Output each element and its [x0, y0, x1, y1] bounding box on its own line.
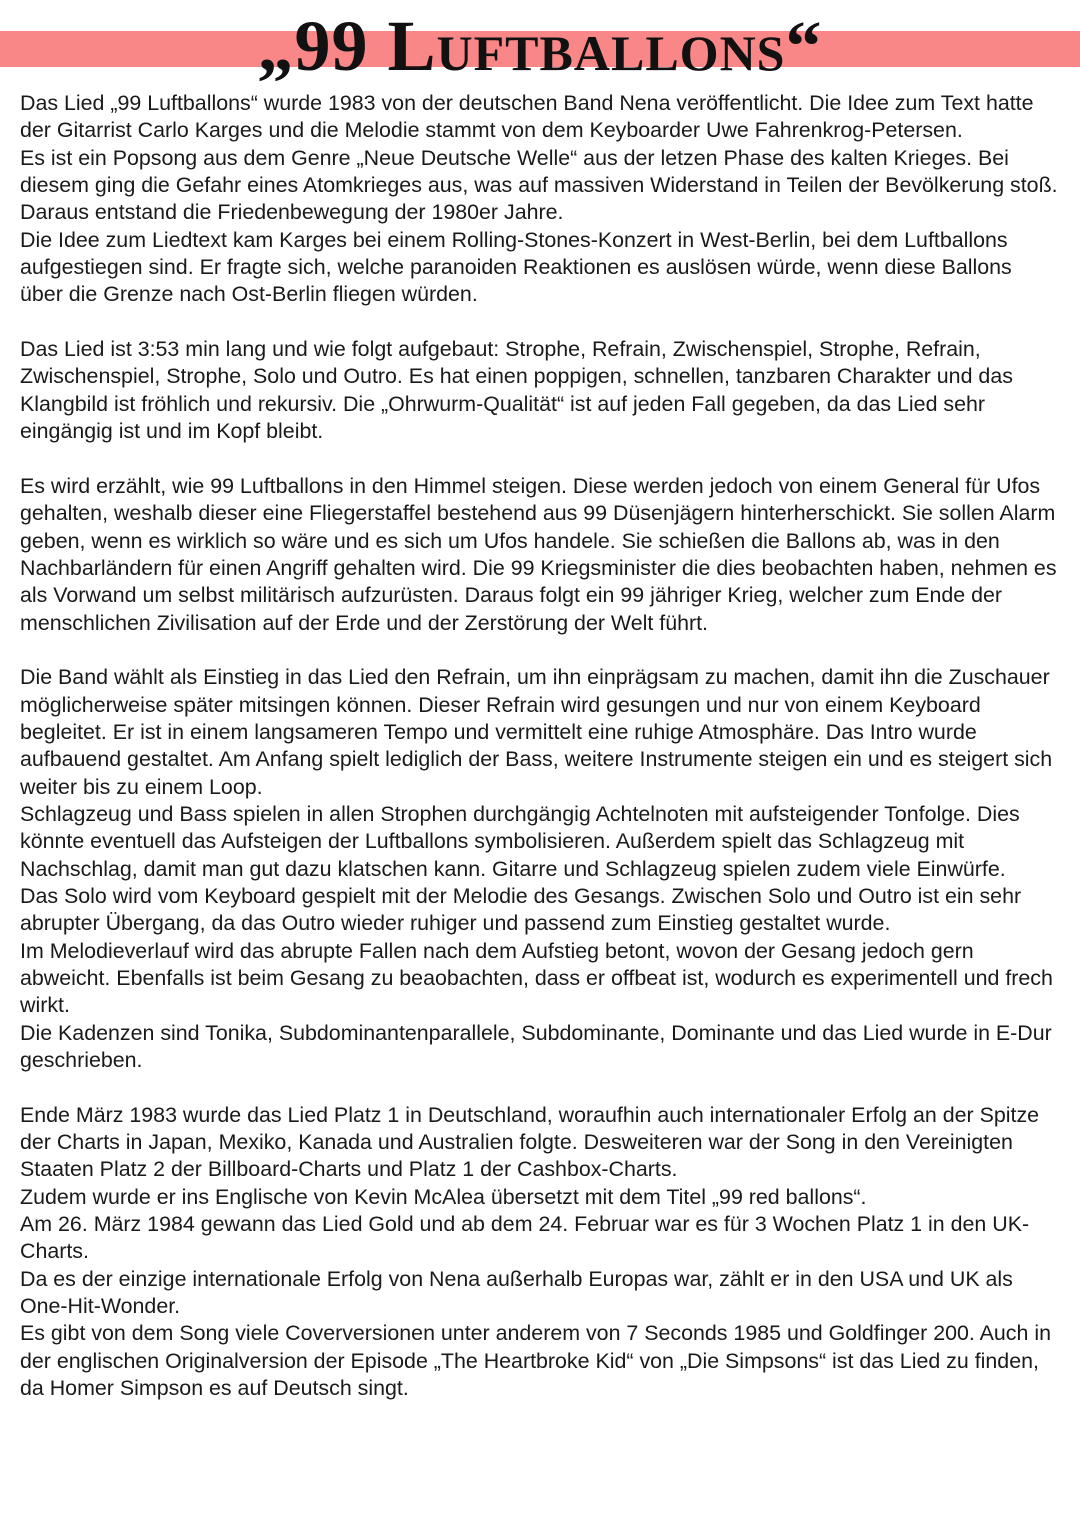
paragraph-intro-analysis: Die Band wählt als Einstieg in das Lied den Refrain, um ihn einprägsam zu machen, damit ihn die Zuschauer möglicherweise später mitsingen können. Dieser Refrain wird gesungen und nur von einem Keyboard begleitet. Er ist in einem langsameren Tempo und vermittelt eine ruhige Atmosphäre. Das Intro wurde aufbauend gestaltet. Am Anfang spielt lediglich der Bass, weitere Instrumente steigen ein und es steigert sich weiter bis zu einem Loop.: [20, 665, 1053, 799]
paragraph-idea: Die Idee zum Liedtext kam Karges bei einem Rolling-Stones-Konzert in West-Berlin, bei dem Luftballons aufgestiegen sind. Er fragte sich, welche paranoiden Reaktionen es auslösen würde, wenn diese Ballons über die Grenze nach Ost-Berlin fliegen würden.: [20, 227, 1012, 307]
paragraph-story: Es wird erzählt, wie 99 Luftballons in den Himmel steigen. Diese werden jedoch von einem General für Ufos gehalten, weshalb dieser eine Fliegerstaffel bestehend aus 99 Düsenjägern hinterherschickt. Sie sollen Alarm geben, wenn es wirklich so wäre und es sich um Ufos handele. Sie schießen die Ballons ab, was in den Nachbarländern für einen Angriff gehalten wird. Die 99 Kriegsminister die dies beobachten haben, nehmen es als Vorwand um selbst militärisch aufzurüsten. Daraus folgt ein 99 jähriger Krieg, welcher zum Ende der menschlichen Zivilisation auf der Erde und der Zerstörung der Welt führt.: [20, 473, 1057, 635]
page-title-text: „99 Luftballons“: [257, 6, 823, 86]
paragraph-solo: Das Solo wird vom Keyboard gespielt mit der Melodie des Gesangs. Zwischen Solo und Outro ist ein sehr abrupter Übergang, da das Outro wieder ruhiger und passend zum Einstieg gestaltet wurde.: [20, 883, 1022, 936]
paragraph-one-hit-wonder: Da es der einzige internationale Erfolg von Nena außerhalb Europas war, zählt er in den USA und UK als One-Hit-Wonder.: [20, 1266, 1013, 1319]
paragraph-spacer: [20, 1074, 1060, 1101]
paragraph-spacer: [20, 445, 1060, 472]
paragraph-english-version: Zudem wurde er ins Englische von Kevin McAlea übersetzt mit dem Titel „99 red ballons“.: [20, 1184, 867, 1209]
paragraph-spacer: [20, 637, 1060, 664]
paragraph-structure: Das Lied ist 3:53 min lang und wie folgt aufgebaut: Strophe, Refrain, Zwischenspiel, Strophe, Refrain, Zwischenspiel, Strophe, Solo und Outro. Es hat einen poppigen, schnellen, tanzbaren Charakter und das Klangbild ist fröhlich und rekursiv. Die „Ohrwurm-Qualität“ ist auf jeden Fall gegeben, da das Lied sehr eingängig ist und im Kopf bleibt.: [20, 337, 1013, 444]
paragraph-genre: Es ist ein Popsong aus dem Genre „Neue Deutsche Welle“ aus der letzen Phase des kalten Krieges. Bei diesem ging die Gefahr eines Atomkrieges aus, was auf massiven Widerstand in Teilen der Bevölkerung stoß. Daraus entstand die Friedenbewegung der 1980er Jahre.: [20, 145, 1058, 225]
paragraph-gold: Am 26. März 1984 gewann das Lied Gold und ab dem 24. Februar war es für 3 Wochen Platz 1 in den UK-Charts.: [20, 1212, 1030, 1264]
paragraph-spacer: [20, 309, 1060, 336]
paragraph-cadences: Die Kadenzen sind Tonika, Subdominantenparallele, Subdominante, Dominante und das Lied wurde in E-Dur geschrieben.: [20, 1020, 1052, 1073]
paragraph-intro: Das Lied „99 Luftballons“ wurde 1983 von der deutschen Band Nena veröffentlicht. Die Idee zum Text hatte der Gitarrist Carlo Karges und die Melodie stammt von dem Keyboarder Uwe Fahrenkrog-Petersen.: [20, 91, 1034, 143]
paragraph-charts: Ende März 1983 wurde das Lied Platz 1 in Deutschland, woraufhin auch internationaler Erfolg an der Spitze der Charts in Japan, Mexiko, Kanada und Australien folgte. Desweiteren war der Song in den Vereinigten Staaten Platz 2 der Billboard-Charts und Platz 1 der Cashbox-Charts.: [20, 1102, 1040, 1182]
paragraph-covers: Es gibt von dem Song viele Coverversionen unter anderem von 7 Seconds 1985 und Goldfinger 200. Auch in der englischen Originalversion der Episode „The Heartbroke Kid“ von „Die Simpsons“ ist das Lied zu finden, da Homer Simpson es auf Deutsch singt.: [20, 1321, 1051, 1401]
page-title: [0, 6, 1080, 86]
paragraph-melody: Im Melodieverlauf wird das abrupte Fallen nach dem Aufstieg betont, wovon der Gesang jedoch gern abweicht. Ebenfalls ist beim Gesang zu beaobachten, dass er offbeat ist, wodurch es experimentell und frech wirkt.: [20, 938, 1053, 1018]
paragraph-rhythm: Schlagzeug und Bass spielen in allen Strophen durchgängig Achtelnoten mit aufsteigender Tonfolge. Dies könnte eventuell das Aufsteigen der Luftballons symbolisieren. Außerdem spielt das Schlagzeug mit Nachschlag, damit man gut dazu klatschen kann. Gitarre und Schlagzeug spielen zudem viele Einwürfe.: [20, 801, 1020, 881]
document-body: [20, 90, 1060, 1403]
